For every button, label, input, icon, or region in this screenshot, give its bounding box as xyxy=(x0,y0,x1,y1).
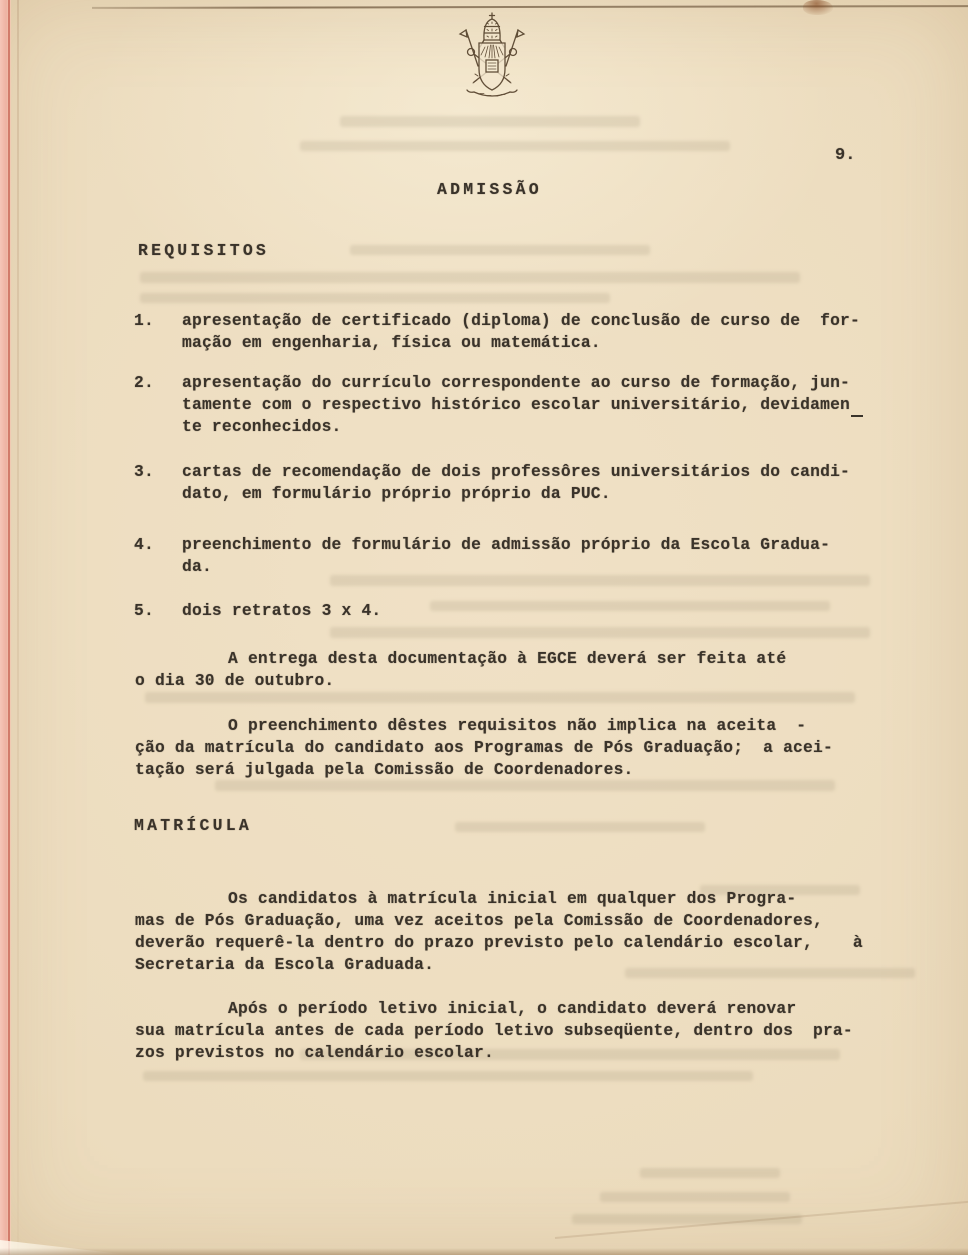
page-bottom-edge xyxy=(0,1248,968,1255)
binding-edge-line xyxy=(8,0,10,1255)
text-line: ção da matrícula do candidato aos Programas de Pós Graduação; a acei- xyxy=(135,738,833,757)
text-line: zos previstos no calendário escolar. xyxy=(135,1043,494,1062)
page-number: 9. xyxy=(835,146,856,165)
bleed-through-text xyxy=(140,272,800,283)
list-item-number: 5. xyxy=(134,601,154,620)
list-item-number: 4. xyxy=(134,535,154,554)
text-line: dois retratos 3 x 4. xyxy=(182,601,382,620)
list-item-number: 2. xyxy=(134,373,154,392)
bleed-through-text xyxy=(145,692,855,703)
text-line: da. xyxy=(182,557,212,576)
bleed-through-text xyxy=(640,1168,780,1178)
text-line: mas de Pós Graduação, uma vez aceitos pela Comissão de Coordenadores, xyxy=(135,911,823,930)
text-line: o dia 30 de outubro. xyxy=(135,671,335,690)
text-line: Os candidatos à matrícula inicial em qualquer dos Progra- xyxy=(228,889,797,908)
bleed-through-text xyxy=(330,627,870,638)
text-line: Secretaria da Escola Graduada. xyxy=(135,955,435,974)
list-item xyxy=(134,534,830,578)
bleed-through-text xyxy=(430,601,830,611)
text-line: te reconhecidos. xyxy=(182,417,342,436)
papal-coat-of-arms-icon xyxy=(453,10,531,105)
section-heading-requisitos: REQUISITOS xyxy=(138,241,270,260)
list-item-number: 1. xyxy=(134,311,154,330)
bleed-through-text xyxy=(350,245,650,255)
bleed-through-text xyxy=(143,1071,753,1081)
page-top-edge xyxy=(92,5,968,9)
text-line: mação em engenharia, física ou matemática. xyxy=(182,333,601,352)
text-line: deverão requerê-la dentro do prazo previsto pelo calendário escolar, à xyxy=(135,933,863,952)
bleed-through-text xyxy=(455,822,705,832)
bleed-through-text xyxy=(140,293,610,303)
text-line: apresentação do currículo correspondente ao curso de formação, jun- xyxy=(182,373,851,392)
text-line: apresentação de certificado (diploma) de conclusão de curso de for- xyxy=(182,311,860,330)
typewriter-hyphen-mark xyxy=(851,415,863,417)
text-line: preenchimento de formulário de admissão próprio da Escola Gradua- xyxy=(182,535,831,554)
text-line: Após o período letivo inicial, o candidato deverá renovar xyxy=(228,999,797,1018)
list-item xyxy=(134,310,860,354)
text-line: tamente com o respectivo histórico escolar universitário, devidamen xyxy=(182,395,851,414)
text-line: sua matrícula antes de cada período letivo subseqüente, dentro dos pra- xyxy=(135,1021,853,1040)
document-title: ADMISSÃO xyxy=(437,180,542,199)
bleed-through-text xyxy=(215,780,835,791)
text-line: cartas de recomendação de dois professôres universitários do candi- xyxy=(182,462,851,481)
section-heading-matricula: MATRÍCULA xyxy=(134,816,252,835)
bleed-through-text xyxy=(340,116,640,127)
paragraph xyxy=(135,998,880,1064)
ink-stain xyxy=(803,0,833,15)
list-item xyxy=(134,461,850,505)
bleed-through-text xyxy=(300,141,730,151)
list-item-number: 3. xyxy=(134,462,154,481)
paragraph xyxy=(135,648,880,692)
text-line: dato, em formulário próprio próprio da PUC. xyxy=(182,484,611,503)
text-line: A entrega desta documentação à EGCE deverá ser feita até xyxy=(228,649,787,668)
list-item xyxy=(134,372,850,438)
paragraph xyxy=(135,888,880,976)
page-crease xyxy=(17,0,19,1255)
text-line: tação será julgada pela Comissão de Coordenadores. xyxy=(135,760,634,779)
list-item xyxy=(134,600,381,622)
bleed-through-text xyxy=(600,1192,790,1202)
text-line: O preenchimento dêstes requisitos não implica na aceita - xyxy=(228,716,807,735)
paragraph xyxy=(135,715,880,781)
